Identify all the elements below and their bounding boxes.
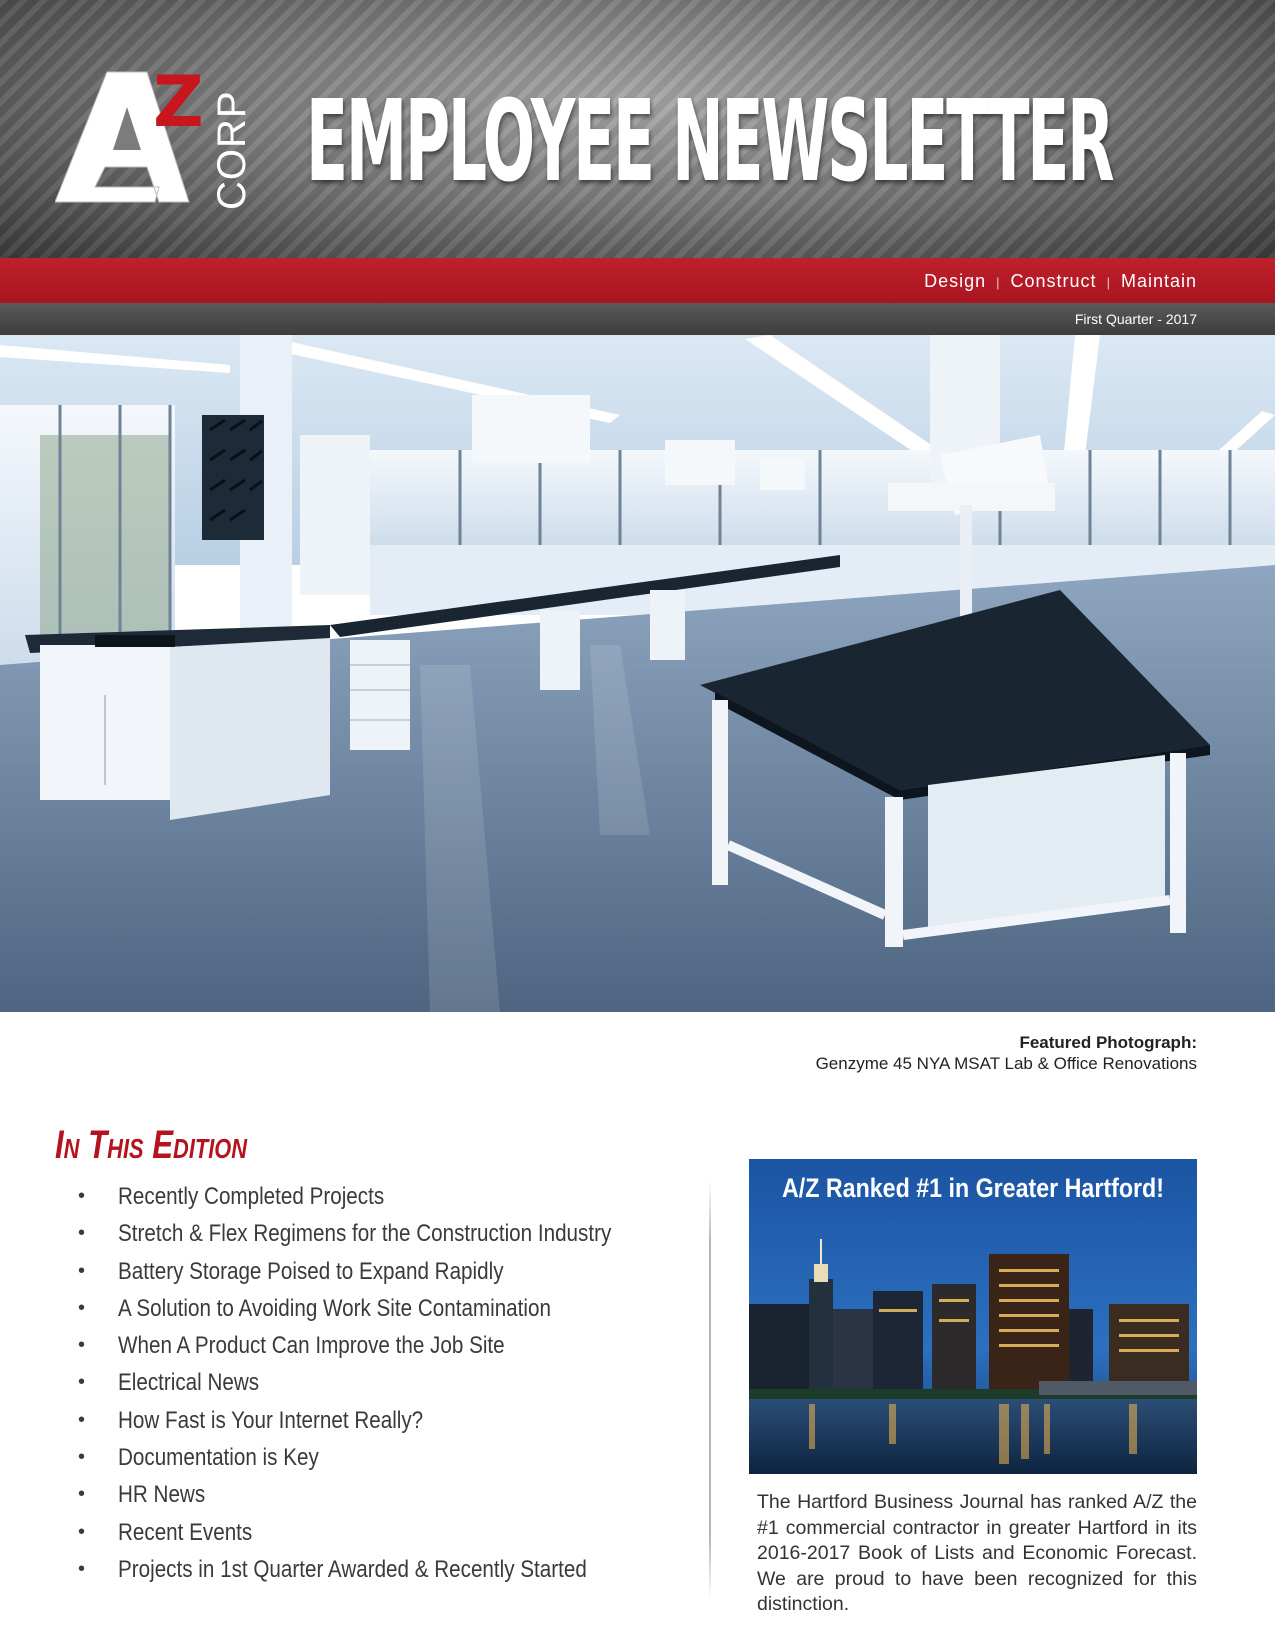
column-divider xyxy=(709,1180,711,1600)
edition-item xyxy=(78,1514,698,1551)
edition-item-label: How Fast is Your Internet Really? xyxy=(118,1406,424,1434)
building-tall xyxy=(989,1254,1069,1399)
edition-item-label: Documentation is Key xyxy=(118,1444,319,1472)
edition-heading: In This Edition xyxy=(55,1123,248,1167)
building xyxy=(749,1304,809,1399)
tagline-separator: | xyxy=(996,275,1001,290)
drawer-unit xyxy=(650,590,685,660)
tagline-separator: | xyxy=(1106,275,1111,290)
edition-item xyxy=(78,1402,698,1439)
service-carrier xyxy=(760,460,805,490)
featured-photo xyxy=(0,335,1275,1012)
header-banner xyxy=(0,0,1275,258)
tower-top xyxy=(814,1264,828,1282)
bullet-icon: • xyxy=(78,1222,86,1245)
island-leg xyxy=(712,700,728,885)
building xyxy=(833,1309,873,1399)
logo-letter-a: A xyxy=(75,204,82,215)
edition-item-label: Projects in 1st Quarter Awarded & Recently Started xyxy=(118,1555,587,1583)
bullet-icon: • xyxy=(78,1483,86,1506)
issue-date: First Quarter - 2017 xyxy=(1074,311,1197,327)
edition-item-label: When A Product Can Improve the Job Site xyxy=(118,1332,505,1360)
edition-item xyxy=(78,1476,698,1513)
bullet-icon: • xyxy=(78,1296,86,1319)
edition-item-label: Battery Storage Poised to Expand Rapidly xyxy=(118,1257,504,1285)
logo-corp-text: CORP xyxy=(210,90,254,210)
edition-list xyxy=(78,1178,698,1588)
edition-item xyxy=(78,1215,698,1252)
edition-item xyxy=(78,1327,698,1364)
column-back xyxy=(300,435,370,595)
tagline-bar xyxy=(0,258,1275,303)
az-corp-logo xyxy=(55,62,270,222)
tagline xyxy=(924,258,1197,303)
bullet-icon: • xyxy=(78,1334,86,1357)
bullet-icon: • xyxy=(78,1408,86,1431)
service-carrier xyxy=(472,395,590,463)
ranking-title: A/Z Ranked #1 in Greater Hartford! xyxy=(782,1173,1164,1203)
edition-item xyxy=(78,1364,698,1401)
bullet-icon: • xyxy=(78,1259,86,1282)
bullet-icon: • xyxy=(78,1185,86,1207)
edition-item xyxy=(78,1290,698,1327)
photo-caption xyxy=(816,1032,1197,1074)
caption-title: Featured Photograph: xyxy=(1019,1033,1197,1052)
tagline-construct: Construct xyxy=(1010,271,1097,291)
logo-letter-z: Z xyxy=(153,62,204,143)
tower xyxy=(809,1279,833,1399)
tagline-design: Design xyxy=(924,271,987,291)
bridge xyxy=(1039,1381,1197,1395)
bullet-icon: • xyxy=(78,1557,86,1580)
bullet-icon: • xyxy=(78,1520,86,1543)
island-leg xyxy=(1170,753,1186,933)
bullet-icon: • xyxy=(78,1371,86,1394)
drying-rack xyxy=(202,415,264,540)
edition-item xyxy=(78,1253,698,1290)
edition-item-label: Recently Completed Projects xyxy=(118,1183,385,1210)
edition-item xyxy=(78,1178,698,1215)
edition-item xyxy=(78,1439,698,1476)
edition-item-label: Stretch & Flex Regimens for the Construction Industry xyxy=(118,1220,612,1248)
lab-illustration xyxy=(0,335,1275,1012)
sink-cabinet-side xyxy=(170,638,330,820)
bullet-icon: • xyxy=(78,1446,86,1469)
caption-text: Genzyme 45 NYA MSAT Lab & Office Renovations xyxy=(815,1054,1197,1073)
edition-item-label: Recent Events xyxy=(118,1518,253,1546)
tagline-maintain: Maintain xyxy=(1120,271,1197,291)
edition-item-label: Electrical News xyxy=(118,1369,260,1397)
ranking-text: The Hartford Business Journal has ranked A/Z the #1 commercial contractor in greater Hartford in its 2016-2017 Book of Lists and Economic Forecast. We are proud to have been recognized for this distinction. xyxy=(757,1491,1197,1615)
edition-item-label: HR News xyxy=(118,1481,206,1509)
building xyxy=(873,1291,923,1399)
issue-bar xyxy=(0,303,1275,335)
service-carrier xyxy=(665,440,735,485)
edition-item-label: A Solution to Avoiding Work Site Contamination xyxy=(118,1294,551,1322)
newsletter-title: EMPLOYEE NEWSLETTER xyxy=(306,77,1113,207)
edition-item xyxy=(78,1551,698,1588)
sink-basin xyxy=(95,635,175,647)
hartford-skyline xyxy=(749,1159,1197,1474)
drawer-unit xyxy=(540,610,580,690)
ranking-image xyxy=(749,1159,1197,1474)
drawer-unit xyxy=(350,640,410,750)
island-leg xyxy=(885,797,903,947)
